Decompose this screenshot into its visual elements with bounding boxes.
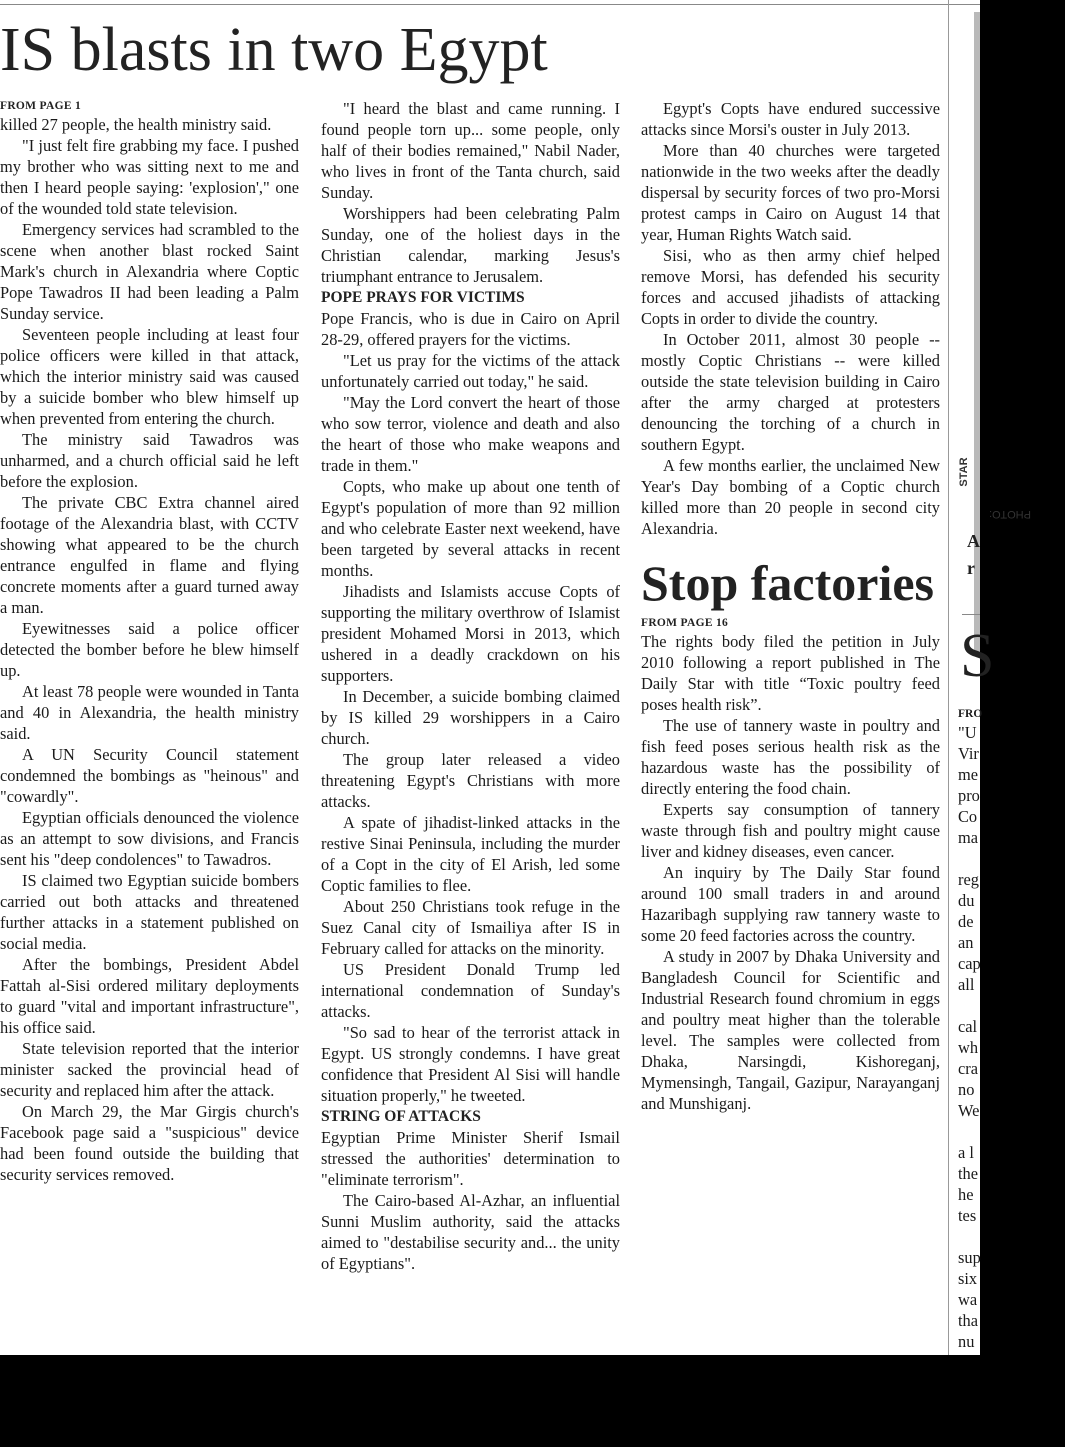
paragraph: The use of tannery waste in poultry and fish feed poses serious health risk as the hazardous waste has the possibility of directly entering the food chain. — [641, 716, 940, 798]
paragraph: Pope Francis, who is due in Cairo on April 28-29, offered prayers for the victims. — [321, 309, 620, 349]
paragraph: The group later released a video threatening Egypt's Christians with more attacks. — [321, 750, 620, 811]
column-divider — [948, 0, 949, 1355]
cut-line: Vir — [958, 744, 979, 763]
cut-line: wh — [958, 1038, 979, 1057]
cut-line: Co — [958, 807, 978, 826]
cut-line: the — [958, 1164, 979, 1183]
column-4-cut — [958, 706, 983, 1352]
paragraph: More than 40 churches were targeted nationwide in the two weeks after the deadly dispersal by security forces of two pro-Morsi protest camps in Cairo on August 14 that year, Human Rights Watch said. — [641, 141, 940, 244]
paragraph: Eyewitnesses said a police officer detected the bomber before he blew himself up. — [0, 619, 299, 680]
paragraph: "I just felt fire grabbing my face. I pushed my brother who was sitting next to me and then I heard people saying: 'explosion'," one of the wounded told state television. — [0, 136, 299, 218]
paragraph: The rights body filed the petition in July 2010 following a report published in The Daily Star with title “Toxic poultry feed poses health risk”. — [641, 632, 940, 714]
cut-line: me — [958, 765, 979, 784]
paragraph: In December, a suicide bombing claimed by IS killed 29 worshippers in a Cairo church. — [321, 687, 620, 748]
paragraph: "May the Lord convert the heart of those who sow terror, violence and death and also the heart of those who make weapons and trade in them." — [321, 393, 620, 475]
paragraph: On March 29, the Mar Girgis church's Facebook page said a "suspicious" device had been found outside the building that security services removed. — [0, 1102, 299, 1184]
paragraph: The Cairo-based Al-Azhar, an influential Sunni Muslim authority, said the attacks aimed to "destabilise security and... the unity of Egyptians". — [321, 1191, 620, 1273]
paragraph: At least 78 people were wounded in Tanta and 40 in Alexandria, the health ministry said. — [0, 682, 299, 743]
headline-stop-factories: Stop factories — [641, 555, 934, 611]
paragraph: "I heard the blast and came running. I found people torn up... some people, only half of their bodies remained," Nabil Nader, who lives in front of the Tanta church, said Sunday. — [321, 99, 620, 202]
paragraph: About 250 Christians took refuge in the Suez Canal city of Ismailiya after IS in February called for attacks on the minority. — [321, 897, 620, 958]
section-rule — [962, 614, 980, 615]
paragraph: Copts, who make up about one tenth of Egypt's population of more than 92 million and who celebrate Easter next weekend, have been targeted by several attacks in recent months. — [321, 477, 620, 580]
paragraph: IS claimed two Egyptian suicide bombers carried out both attacks and threatened further attacks in a statement published on social media. — [0, 871, 299, 953]
cut-line: sup — [958, 1248, 981, 1267]
cut-line: six — [958, 1269, 978, 1288]
headline: IS blasts in two Egypt — [0, 16, 548, 84]
fragment-letter: A — [967, 531, 980, 551]
paragraph: "Let us pray for the victims of the attack unfortunately carried out today," he said. — [321, 351, 620, 391]
paragraph: US President Donald Trump led international condemnation of Sunday's attacks. — [321, 960, 620, 1021]
paragraph: An inquiry by The Daily Star found around 100 small traders in and around Hazaribagh supplying raw tannery waste to some 20 feed factories across the country. — [641, 863, 940, 945]
paragraph: Egyptian Prime Minister Sherif Ismail stressed the authorities' determination to "eliminate terrorism". — [321, 1128, 620, 1189]
paragraph: The private CBC Extra channel aired footage of the Alexandria blast, with CCTV showing what appeared to be the church entrance engulfed in flame and flying concrete moments after a guard turned away a man. — [0, 493, 299, 617]
cut-line: wa — [958, 1290, 978, 1309]
subhead-string-of-attacks: STRING OF ATTACKS — [321, 1108, 481, 1125]
paragraph: killed 27 people, the health ministry said. — [0, 115, 272, 134]
caption-fragment — [967, 528, 980, 582]
cut-line: du — [958, 891, 975, 910]
paragraph: After the bombings, President Abdel Fattah al-Sisi ordered military deployments to guard "vital and important infrastructure", his office said. — [0, 955, 299, 1037]
photo-credit-name: STAR — [958, 457, 970, 487]
cut-line: all — [958, 975, 975, 994]
paragraph: A study in 2007 by Dhaka University and Bangladesh Council for Scientific and Industrial Research found chromium in eggs and poultry meat higher than the tolerable level. The samples were collected from Dhaka, Narsingdi, Kishoreganj, Mymensingh, Tangail, Gazipur, Narayanganj and Munshiganj. — [641, 947, 940, 1113]
cut-headline-letter: S — [960, 622, 995, 690]
paragraph: A UN Security Council statement condemned the bombings as "heinous" and "cowardly". — [0, 745, 299, 806]
subhead-pope-prays: POPE PRAYS FOR VICTIMS — [321, 289, 525, 306]
cut-jump-label: FRO — [958, 708, 983, 720]
jump-label: FROM PAGE 1 — [0, 100, 82, 112]
cut-line — [958, 848, 980, 869]
cut-line: cal — [958, 1017, 978, 1036]
jump-label: FROM PAGE 16 — [641, 617, 729, 629]
cut-line — [958, 1121, 980, 1142]
cut-line — [958, 1226, 980, 1247]
cut-line: an — [958, 933, 974, 952]
cut-line: de — [958, 912, 974, 931]
paragraph: Egyptian officials denounced the violence as an attempt to sow divisions, and Francis sent his "deep condolences" to Tawadros. — [0, 808, 299, 869]
cut-line: reg — [958, 870, 979, 889]
cut-line: pro — [958, 786, 980, 805]
column-2 — [321, 98, 620, 1274]
paragraph: Egypt's Copts have endured successive attacks since Morsi's ouster in July 2013. — [641, 99, 940, 139]
paragraph: Jihadists and Islamists accuse Copts of supporting the military overthrow of Islamist president Mohamed Morsi in 2013, which ushered in a deadly crackdown on his supporters. — [321, 582, 620, 685]
cut-line: cra — [958, 1059, 979, 1078]
column-1 — [0, 98, 299, 1185]
paragraph: "So sad to hear of the terrorist attack in Egypt. US strongly condemns. I have great confidence that President Al Sisi will handle situation properly," he tweeted. — [321, 1023, 620, 1105]
paragraph: A spate of jihadist-linked attacks in the restive Sinai Peninsula, including the murder of a Copt in the city of El Arish, led some Coptic families to flee. — [321, 813, 620, 895]
cut-line: cap — [958, 954, 981, 973]
cut-line: ma — [958, 828, 979, 847]
cut-line: a l — [958, 1143, 974, 1162]
paragraph: Worshippers had been celebrating Palm Sunday, one of the holiest days in the Christian calendar, marking Jesus's triumphant entrance to Jerusalem. — [321, 204, 620, 286]
paragraph: Sisi, who as then army chief helped remove Morsi, has defended his security forces and accused jihadists of attacking Copts in order to divide the country. — [641, 246, 940, 328]
cut-line: no — [958, 1080, 975, 1099]
cut-line: We — [958, 1101, 980, 1120]
photo-credit-label: PHOTO: — [989, 508, 1031, 520]
paragraph: State television reported that the interior minister sacked the provincial head of security and replaced him after the attack. — [0, 1039, 299, 1100]
paragraph: In October 2011, almost 30 people -- mostly Coptic Christians -- were killed outside the state television building in Cairo after the army charged at protesters denouncing the torching of a church in southern Egypt. — [641, 330, 940, 454]
paragraph: Emergency services had scrambled to the scene when another blast rocked Saint Mark's church in Alexandria where Coptic Pope Tawadros II had been leading a Palm Sunday service. — [0, 220, 299, 323]
cut-line: nu — [958, 1332, 975, 1351]
column-3 — [641, 98, 940, 1114]
cut-line: he — [958, 1185, 974, 1204]
photo-credit — [951, 420, 1031, 530]
top-rule — [0, 4, 980, 5]
paragraph: Experts say consumption of tannery waste through fish and poultry might cause liver and kidney diseases, even cancer. — [641, 800, 940, 861]
paragraph: A few months earlier, the unclaimed New Year's Day bombing of a Coptic church killed more than 20 people in second city Alexandria. — [641, 456, 940, 538]
cut-line: "U — [958, 723, 977, 742]
cut-line: tha — [958, 1311, 979, 1330]
cut-line — [958, 995, 980, 1016]
fragment-letter: r — [967, 558, 975, 578]
paragraph: Seventeen people including at least four police officers were killed in that attack, which the interior ministry said was caused by a suicide bomber who blew himself up when prevented from entering the church. — [0, 325, 299, 428]
cut-line: tes — [958, 1206, 977, 1225]
paragraph: The ministry said Tawadros was unharmed, and a church official said he left before the explosion. — [0, 430, 299, 491]
